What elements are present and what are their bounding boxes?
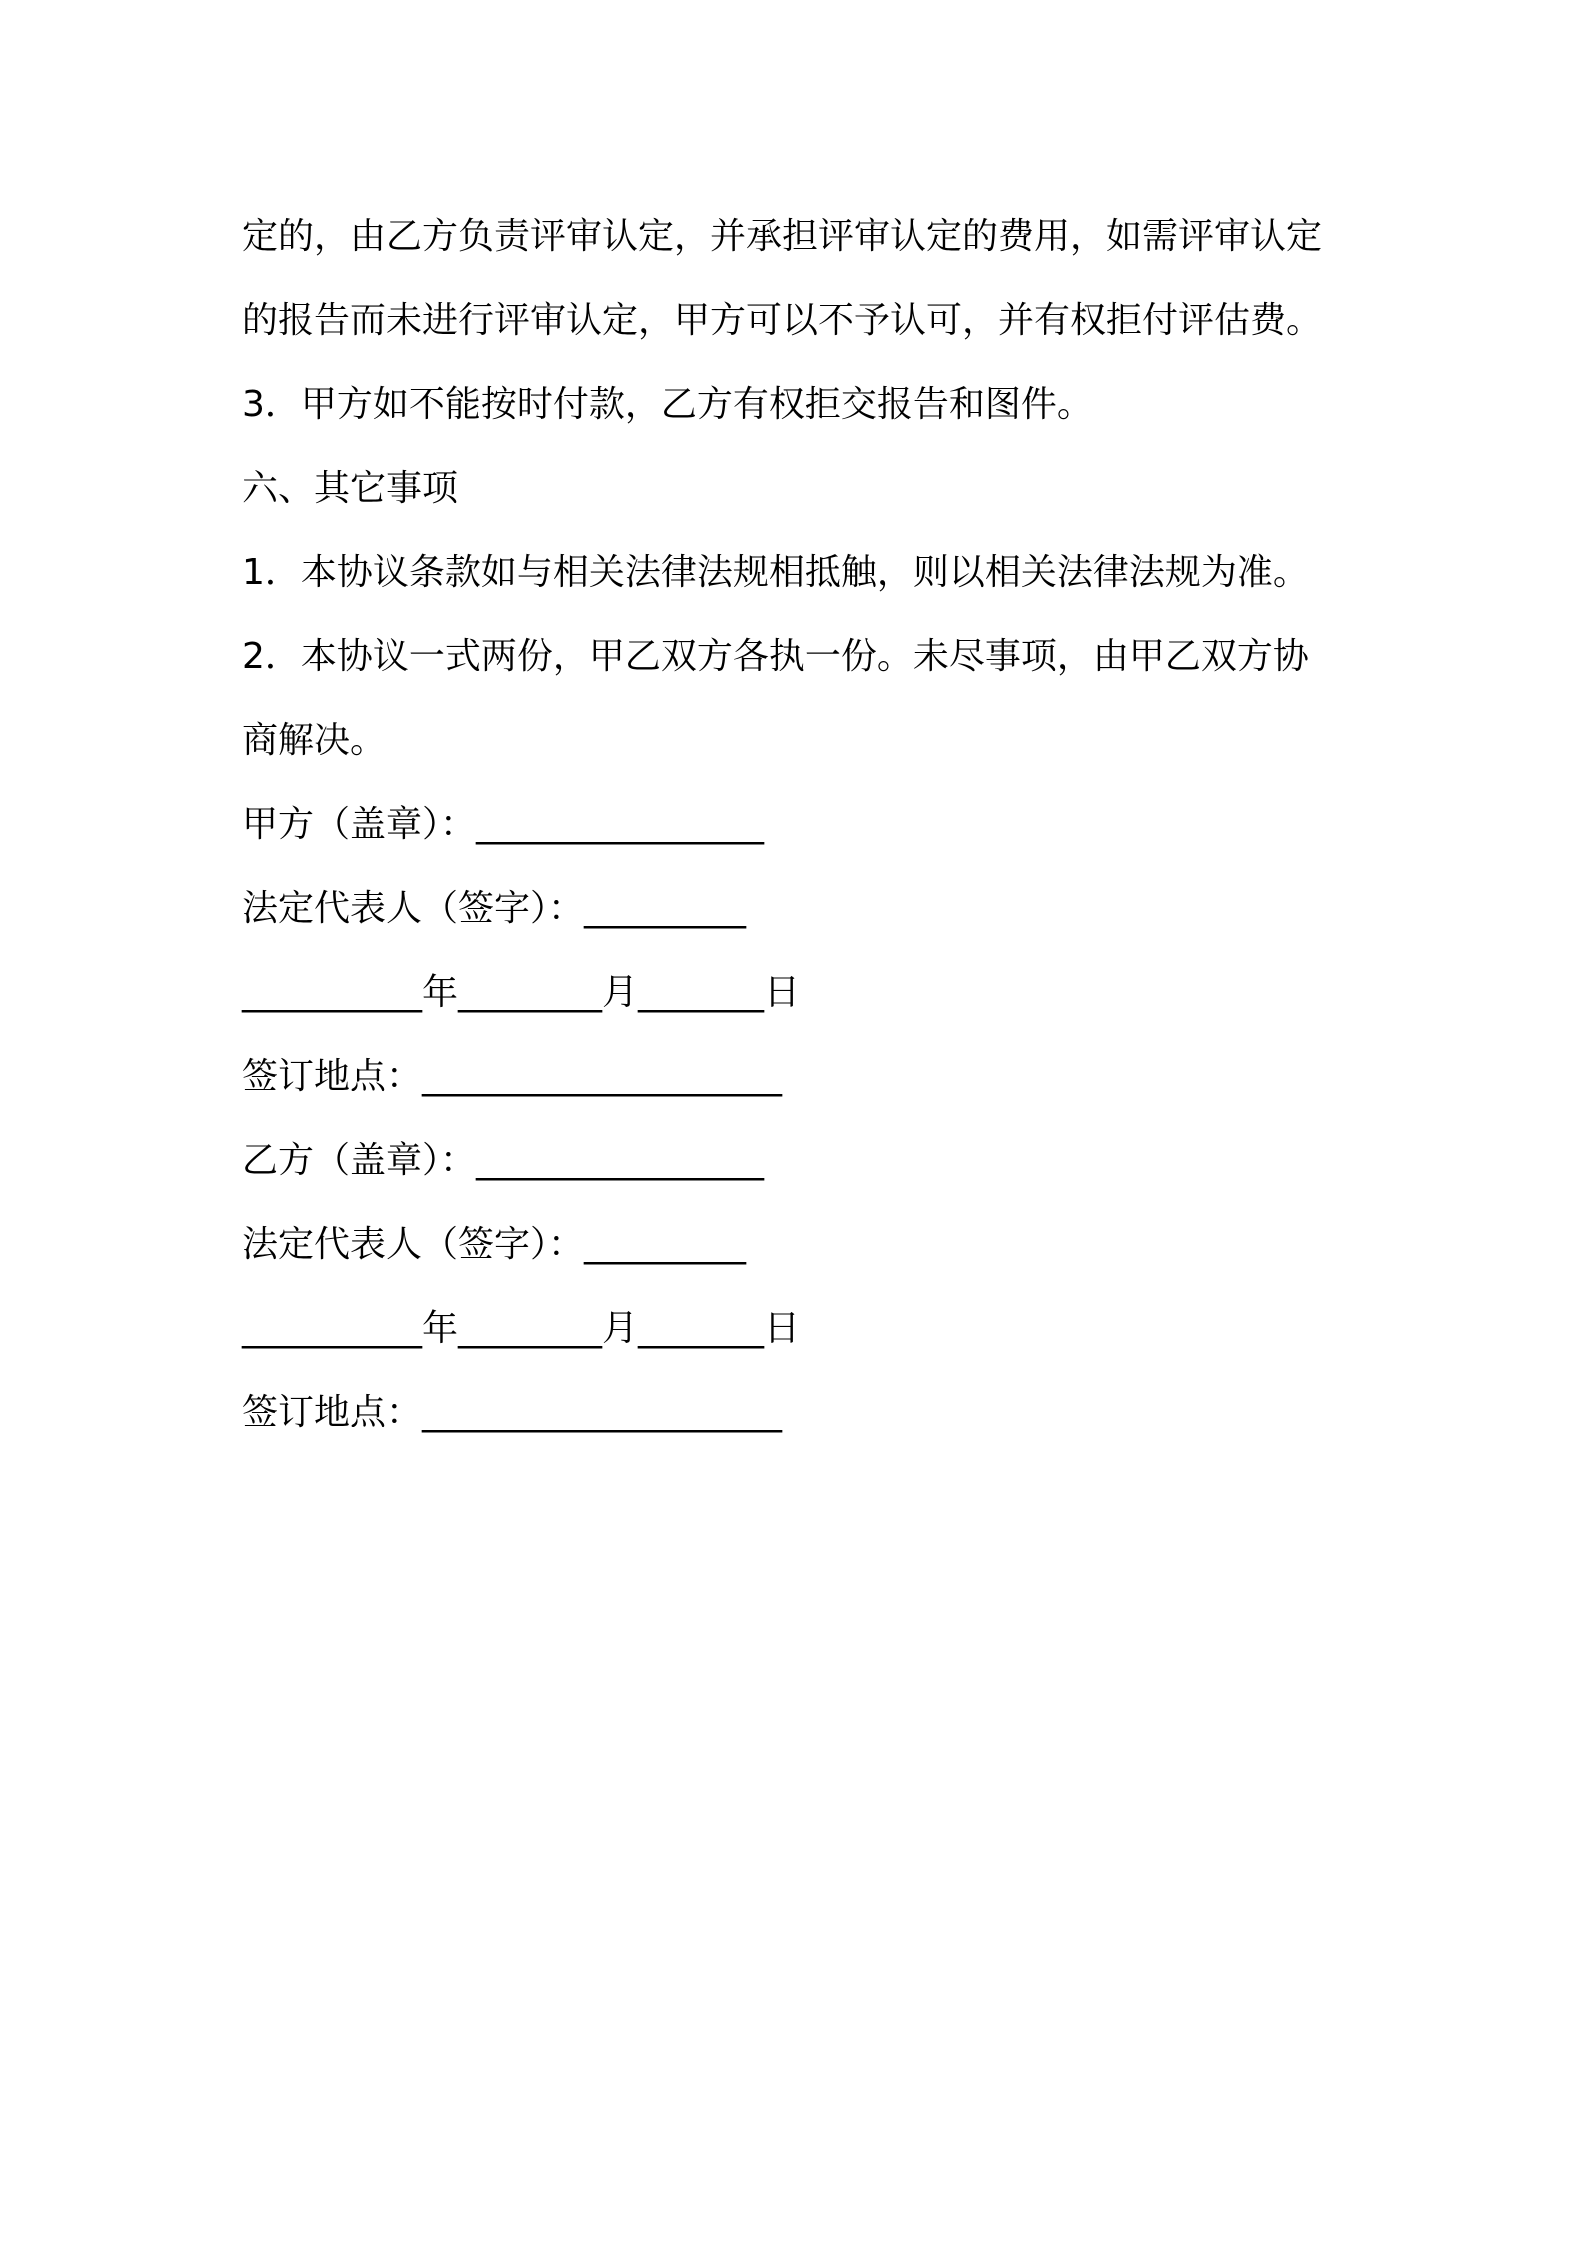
party-a-seal-line: 甲方（盖章）：________________ <box>242 804 765 845</box>
document-body <box>242 195 1372 1455</box>
clause-3-text: 3．甲方如不能按时付款，乙方有权拒交报告和图件。 <box>242 384 1093 425</box>
clause-text-line: 定的，由乙方负责评审认定，并承担评审认定的费用，如需评审认定 <box>242 216 1323 257</box>
other-matters-item-2: 2．本协议一式两份，甲乙双方各执一份。未尽事项，由甲乙双方协 <box>242 636 1309 677</box>
clause-text-line: 的报告而未进行评审认定，甲方可以不予认可，并有权拒付评估费。 <box>242 300 1323 341</box>
other-matters-item-1: 1．本协议条款如与相关法律法规相抵触，则以相关法律法规为准。 <box>242 552 1309 593</box>
party-a-representative-signature-line: 法定代表人（签字）：_________ <box>242 888 747 929</box>
party-b-date-line: __________年________月_______日 <box>242 1308 800 1349</box>
party-b-signing-place-line: 签订地点：____________________ <box>242 1392 783 1433</box>
section-heading-other-matters: 六、其它事项 <box>242 468 459 509</box>
party-b-seal-line: 乙方（盖章）：________________ <box>242 1140 765 1181</box>
other-matters-item-2-continued: 商解决。 <box>242 720 387 761</box>
party-b-representative-signature-line: 法定代表人（签字）：_________ <box>242 1224 747 1265</box>
party-a-signing-place-line: 签订地点：____________________ <box>242 1056 783 1097</box>
party-a-date-line: __________年________月_______日 <box>242 972 800 1013</box>
